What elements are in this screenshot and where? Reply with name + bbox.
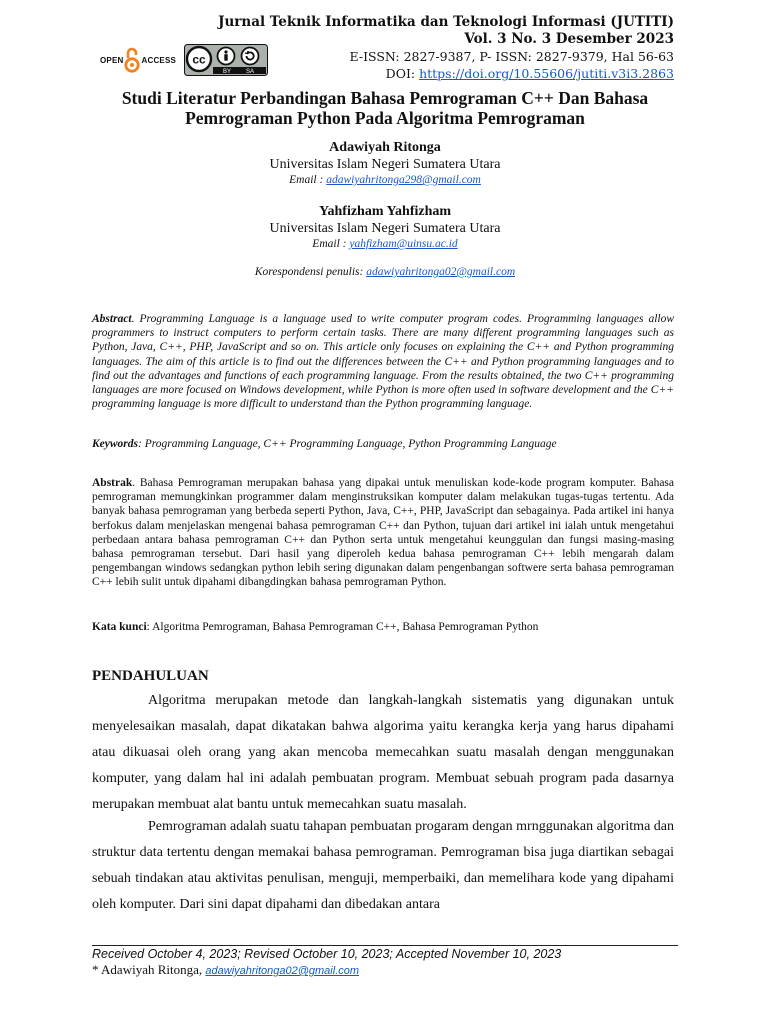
abstract-text: . Programming Language is a language used to write computer program codes. Programming languages allow programmers to instruct computers to perform certain tasks. There are many different programming languages such as Python, Java, C++, PHP, JavaScript and so on. This article only focuses on explaining the C++ and Python programming languages. The aim of this article is to find out the differences between the C++ and Python programming languages and to find out the advantages and functions of each programming language. From the results obtained, the two C++ programming languages are more focused on Windows development, while Python is more often used in software development and the C++ programming language is more difficult to understand than the Python programming language. bbox=[92, 313, 674, 411]
svg-text:cc: cc bbox=[192, 52, 206, 67]
cc-sa-text: SA bbox=[246, 69, 255, 75]
keywords-label: Keywords bbox=[92, 438, 138, 450]
author-2 bbox=[90, 204, 680, 252]
author-affiliation: Universitas Islam Negeri Sumatera Utara bbox=[269, 221, 501, 236]
author-name: Adawiyah Ritonga bbox=[329, 140, 441, 155]
journal-volume: Vol. 3 No. 3 Desember 2023 bbox=[464, 31, 674, 47]
author-email bbox=[90, 173, 680, 188]
kata-kunci-text: : Algoritma Pemrograman, Bahasa Pemrograman C++, Bahasa Pemrograman Python bbox=[146, 621, 539, 633]
body-paragraph-2: Pemrograman adalah suatu tahapan pembuatan progaram dengan mrnggunakan algoritma dan struktur data tertentu dengan memakai bahasa pemrograman. Pemrograman bisa juga diartikan sebagai sebuah tindakan atau aktivitas penulisan, menguji, memperbaiki, dan memelihara kode yang dipahami oleh komputer. Dari sini dapat dipahami dan dibedakan antara bbox=[92, 819, 674, 912]
open-access-left-text: OPEN bbox=[100, 55, 124, 65]
section-heading: PENDAHULUAN bbox=[92, 668, 209, 684]
keywords-indonesian bbox=[92, 621, 674, 633]
paper-title-line-2: Pemrograman Python Pada Algoritma Pemrograman bbox=[185, 108, 585, 128]
journal-name: Jurnal Teknik Informatika dan Teknologi Informasi (JUTITI) bbox=[218, 14, 674, 30]
abstract-indonesian bbox=[92, 476, 674, 590]
footer-author-email[interactable]: adawiyahritonga02@gmail.com bbox=[205, 965, 360, 977]
correspondence-label: Korespondensi penulis: bbox=[254, 266, 367, 278]
keywords-text: : Programming Language, C++ Programming Language, Python Programming Language bbox=[138, 438, 557, 450]
body-paragraph-1: Algoritma merupakan metode dan langkah-langkah sistematis yang digunakan untuk menyelesaikan masalah, dapat dikatakan bahwa algorima yaitu kerangka kerja yang harus dipahami atau dikuasai oleh orang yang akan mencoba memecahkan suatu masalah dengan menggunakan komputer, yang dalam hal ini adalah pembuatan program. Membuat sebuah program pada dasarnya merupakan membuat alat bantu untuk memecahkan suatu masalah. bbox=[92, 693, 674, 812]
footer-rule bbox=[92, 945, 678, 946]
author-email-link[interactable]: adawiyahritonga298@gmail.com bbox=[326, 174, 481, 186]
author-email-link[interactable]: yahfizham@uinsu.ac.id bbox=[349, 238, 458, 250]
keywords-english bbox=[92, 438, 674, 450]
journal-issn: E-ISSN: 2827-9387, P- ISSN: 2827-9379, Hal 56-63 bbox=[349, 49, 674, 64]
open-access-logo bbox=[100, 46, 176, 74]
footer-received-dates: Received October 4, 2023; Revised October 10, 2023; Accepted November 10, 2023 bbox=[92, 947, 562, 961]
cc-by-text: BY bbox=[223, 69, 232, 75]
doi-link[interactable]: https://doi.org/10.55606/jutiti.v3i3.2863 bbox=[419, 66, 674, 81]
footer-corresponding-author bbox=[92, 962, 359, 978]
author-1 bbox=[90, 140, 680, 188]
journal-info bbox=[218, 14, 674, 82]
open-access-right-text: ACCESS bbox=[141, 55, 177, 65]
author-name: Yahfizham Yahfizham bbox=[318, 204, 452, 219]
correspondence bbox=[90, 266, 680, 278]
abstrak-label: Abstrak bbox=[92, 477, 133, 489]
abstract-english bbox=[92, 312, 674, 411]
footer-author-name: * Adawiyah Ritonga, bbox=[92, 962, 206, 977]
abstract-label: Abstract bbox=[92, 313, 132, 325]
abstrak-text: . Bahasa Pemrograman merupakan bahasa yang dipakai untuk menuliskan kode-kode program komputer. Bahasa pemrograman memungkinkan programmer dalam menginstruksikan komputer dalam melakukan tugas-tugas tertentu. Ada banyak bahasa pemrograman yang berbeda seperti Python, Java, C++, PHP, JavaScript dan sebagainya. Pada artikel ini hanya berfokus dalam menjelaskan mengenai bahasa pemrograman C++ dan Python, tujuan dari artikel ini ialah untuk mengetahui perbedaan antara bahasa pemrograman C++ dan Python serta untuk mengetahui keunggulan dan fungsi masing-masing bahasa pemrograman tersebut. Dari hasil yang diperoleh kedua bahasa pemrograman C++ lebih mengarah dalam pengembangan windows sedangkan python lebih sering digunakan dalam pengenbangan softwere serta bahasa pemrograman C++ lebih sulit untuk dipahami dibangdingkan bahasa pemrograman Python. bbox=[92, 477, 674, 589]
paper-title bbox=[90, 88, 680, 128]
open-access-lock-icon bbox=[124, 46, 140, 74]
doi-label: DOI: bbox=[385, 66, 420, 81]
author-affiliation: Universitas Islam Negeri Sumatera Utara bbox=[269, 157, 501, 172]
journal-doi bbox=[218, 65, 674, 82]
email-label: Email : bbox=[289, 174, 327, 186]
email-label: Email : bbox=[312, 238, 350, 250]
author-email bbox=[90, 237, 680, 252]
correspondence-email-link[interactable]: adawiyahritonga02@gmail.com bbox=[366, 266, 516, 278]
paper-title-line-1: Studi Literatur Perbandingan Bahasa Pemrograman C++ Dan Bahasa bbox=[121, 88, 649, 108]
kata-kunci-label: Kata kunci bbox=[92, 621, 147, 633]
